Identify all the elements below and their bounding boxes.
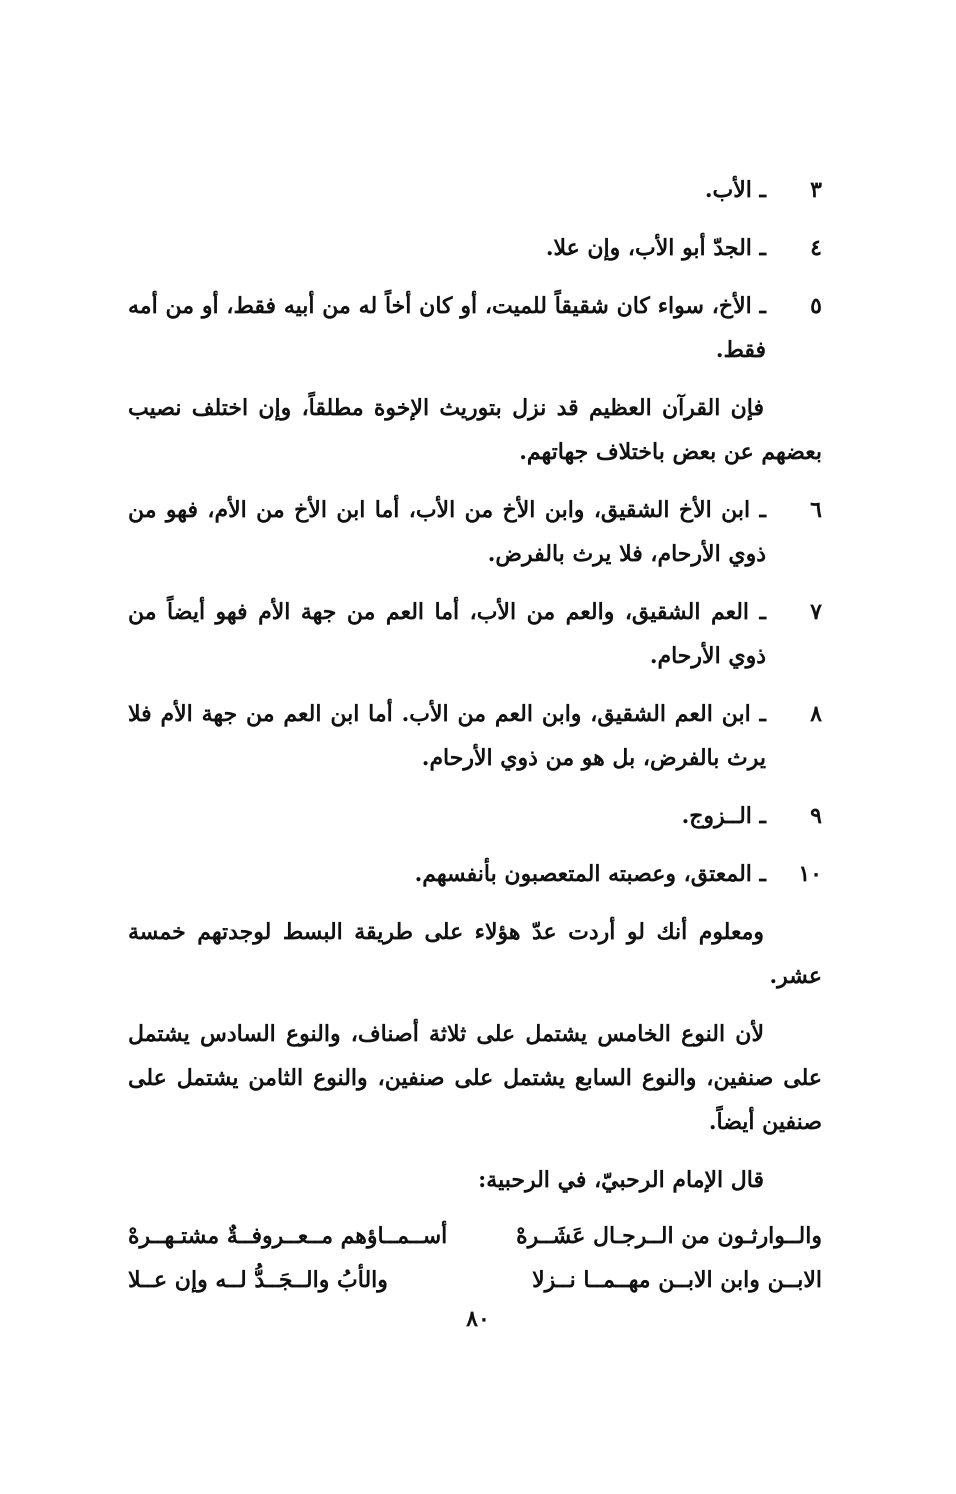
item-number: ٣ [810,177,822,203]
list-item [128,852,822,896]
item-number: ٦ [810,497,822,523]
paragraph-reason: لأن النوع الخامس يشتمل على ثلاثة أصناف، والنوع السادس يشتمل على صنفين، والنوع السابع يشتمل على صنفين، والنوع الثامن يشتمل على صنفين أيضاً. [128,1021,822,1135]
item-number: ١٠ [798,861,822,887]
page-body [128,168,822,1302]
list-item [128,226,822,270]
item-number: ٤ [810,235,822,261]
paragraph-count: ومعلوم أنك لو أردت عدّ هؤلاء على طريقة البسط لوجدتهم خمسة عشر. [128,919,822,989]
page-number: ٨٠ [466,1306,490,1332]
item-number: ٧ [810,599,822,625]
item-number: ٨ [810,701,822,727]
item-text: ـ المعتق، وعصبته المتعصبون بأنفسهم. [414,861,766,887]
item-text: ـ ابن العم الشقيق، وابن العم من الأب. أما ابن العم من جهة الأم فلا يرث بالفرض، بل هو من ذوي الأرحام. [128,701,766,771]
verse-intro: قال الإمام الرحبيّ، في الرحبية: [478,1167,764,1193]
list-item [128,284,822,372]
list-item [128,590,822,678]
item-text: ـ العم الشقيق، والعم من الأب، أما العم من جهة الأم فهو أيضاً من ذوي الأرحام. [128,599,766,669]
verse-line [128,1258,822,1302]
verse-second-hemistich: أســمــاؤهم مــعــروفــةٌ مشتـهــرهْ [128,1223,448,1249]
item-text: ـ الــزوج. [681,803,766,829]
item-number: ٥ [810,293,822,319]
list-item [128,488,822,576]
list-item [128,794,822,838]
item-text: ـ ابن الأخ الشقيق، وابن الأخ من الأب، أما ابن الأخ من الأم، فهو من ذوي الأرحام، فلا يرث بالفرض. [128,497,766,567]
verse-line [128,1214,822,1258]
verse-first-hemistich: والــوارثـون من الــرجـال عَشَــرهْ [516,1223,822,1249]
item-text: ـ الجدّ أبو الأب، وإن علا. [545,235,766,261]
verse-first-hemistich: الابــن وابن الابــن مهــمــا نــزلا [532,1267,822,1293]
list-item [128,692,822,780]
item-number: ٩ [810,803,822,829]
item-text: ـ الأخ، سواء كان شقيقاً للميت، أو كان أخاً له من أبيه فقط، أو من أمه فقط. [128,293,766,363]
list-item [128,168,822,212]
verse-second-hemistich: والأبُ والــجَــدُّ لــه وإن عــلا [128,1267,388,1293]
paragraph-quran: فإن القرآن العظيم قد نزل بتوريث الإخوة مطلقاً، وإن اختلف نصيب بعضهم عن بعض باختلاف جهاتهم. [128,395,822,465]
item-text: ـ الأب. [704,177,766,203]
